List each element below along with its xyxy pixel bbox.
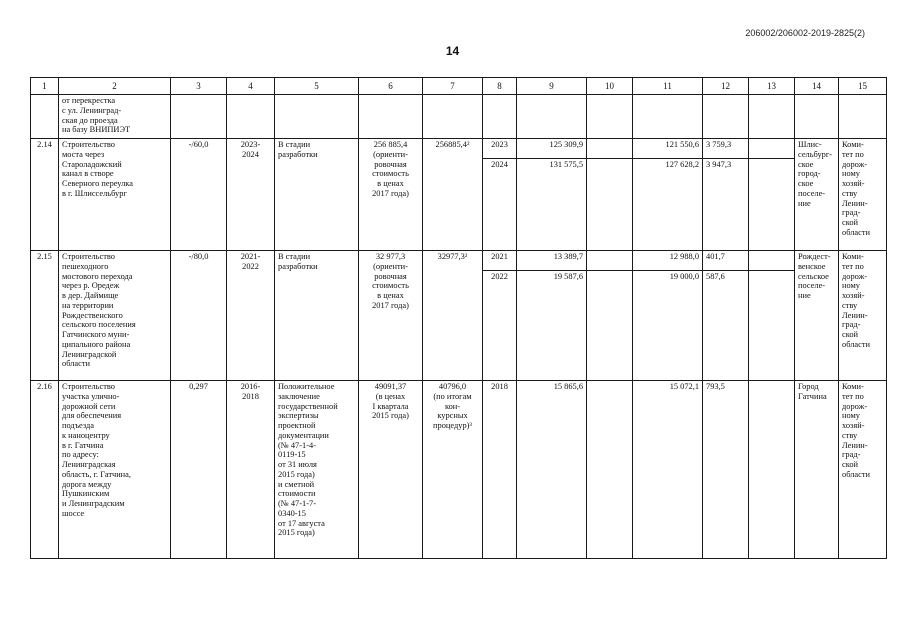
col-header: 13 — [749, 78, 795, 95]
local-budget-cell — [703, 139, 749, 251]
year: 2024 — [483, 158, 516, 178]
year: 2021 — [491, 252, 508, 261]
local-budget-cell — [703, 251, 749, 381]
municipality: Шлис- сельбург- ское город- ское поселе- ние — [795, 139, 839, 251]
local-value: 401,7 — [706, 252, 725, 261]
col-header: 8 — [483, 78, 517, 95]
regional-value: 15 072,1 — [633, 381, 703, 559]
row-number: 2.15 — [31, 251, 59, 381]
table-row-2-14 — [31, 139, 887, 251]
total-value: 15 865,6 — [517, 381, 587, 559]
responsible-body: Коми- тет по дорож- ному хозяй- ству Ленин- град- ской области — [839, 381, 887, 559]
regional-value: 19 000,0 — [633, 270, 702, 290]
object-name: Строительство пешеходного мостового перехода через р. Оредеж в дер. Даймище на территории Рождественского сельского поселения Гатчинского муни- ципального района Ленинградской области — [59, 251, 171, 381]
period: 2023- 2024 — [227, 139, 275, 251]
row-number: 2.16 — [31, 381, 59, 559]
contract-cost: 40796,0 (по итогам кон- курсных процедур)³ — [423, 381, 483, 559]
total-value: 131 575,5 — [517, 158, 586, 178]
col-header: 10 — [587, 78, 633, 95]
year: 2018 — [483, 381, 517, 559]
total-value: 19 587,6 — [517, 270, 586, 290]
responsible-body: Коми- тет по дорож- ному хозяй- ству Ленин- град- ской области — [839, 251, 887, 381]
municipality: Город Гатчина — [795, 381, 839, 559]
local-value: 3 759,3 — [706, 140, 732, 149]
table-row-2-16 — [31, 381, 887, 559]
page-number: 14 — [445, 44, 460, 58]
local-value: 587,6 — [703, 270, 748, 290]
total-cell — [517, 251, 587, 381]
data-table — [30, 77, 887, 559]
col-header: 2 — [59, 78, 171, 95]
total-value: 125 309,9 — [549, 140, 583, 149]
responsible-body: Коми- тет по дорож- ному хозяй- ству Ленин- град- ской области — [839, 139, 887, 251]
object-name: от перекрестка с ул. Ленинград- ская до проезда на базу ВНИПИЭТ — [59, 95, 171, 139]
year: 2022 — [483, 270, 516, 290]
regional-value: 12 988,0 — [669, 252, 699, 261]
document-status: Положительное заключение государственной экспертизы проектной документации (№ 47-1-4- 0119-15 от 31 июля 2015 года) и сметной стоимости (№ 47-1-7- 0340-15 от 17 августа 2015 года) — [275, 381, 359, 559]
period: 2016- 2018 — [227, 381, 275, 559]
contract-cost: 32977,3² — [423, 251, 483, 381]
estimated-cost: 32 977,3 (ориенти- ровочная стоимость в ценах 2017 года) — [359, 251, 423, 381]
col-header: 11 — [633, 78, 703, 95]
col-header: 1 — [31, 78, 59, 95]
local-value: 793,5 — [703, 381, 749, 559]
col-header: 6 — [359, 78, 423, 95]
municipality: Рождест- венское сельское поселе- ние — [795, 251, 839, 381]
col-header: 15 — [839, 78, 887, 95]
object-name: Строительство моста через Староладожский канал в створе Северного переулка в г. Шлиссельбург — [59, 139, 171, 251]
document-status: В стадии разработки — [275, 139, 359, 251]
regional-budget-cell — [633, 139, 703, 251]
length-value: 0,297 — [171, 381, 227, 559]
col-header: 4 — [227, 78, 275, 95]
col-header: 7 — [423, 78, 483, 95]
total-value: 13 389,7 — [553, 252, 583, 261]
col-header: 12 — [703, 78, 749, 95]
table-row-2-15 — [31, 251, 887, 381]
table-row-continuation — [31, 95, 887, 139]
years-cell — [483, 139, 517, 251]
regional-budget-cell — [633, 251, 703, 381]
document-id: 206002/206002-2019-2825(2) — [745, 28, 865, 38]
length-value: -/80,0 — [171, 251, 227, 381]
col-header: 9 — [517, 78, 587, 95]
local-value: 3 947,3 — [703, 158, 748, 178]
row-number: 2.14 — [31, 139, 59, 251]
period: 2021- 2022 — [227, 251, 275, 381]
regional-value: 121 550,6 — [665, 140, 699, 149]
estimated-cost: 49091,37 (в ценах I квартала 2015 года) — [359, 381, 423, 559]
document-status: В стадии разработки — [275, 251, 359, 381]
regional-value: 127 628,2 — [633, 158, 702, 178]
col-header: 14 — [795, 78, 839, 95]
total-cell — [517, 139, 587, 251]
contract-cost: 256885,4² — [423, 139, 483, 251]
year: 2023 — [491, 140, 508, 149]
column-number-row — [31, 78, 887, 95]
col-header: 5 — [275, 78, 359, 95]
object-name: Строительство участка улично- дорожной сети для обеспечения подъезда к наноцентру в г. Гатчина по адресу: Ленинградская область, г. Гатчина, дорога между Пушкинским и Ленинградским шоссе — [59, 381, 171, 559]
col-header: 3 — [171, 78, 227, 95]
length-value: -/60,0 — [171, 139, 227, 251]
estimated-cost: 256 885,4 (ориенти- ровочная стоимость в ценах 2017 года) — [359, 139, 423, 251]
years-cell — [483, 251, 517, 381]
